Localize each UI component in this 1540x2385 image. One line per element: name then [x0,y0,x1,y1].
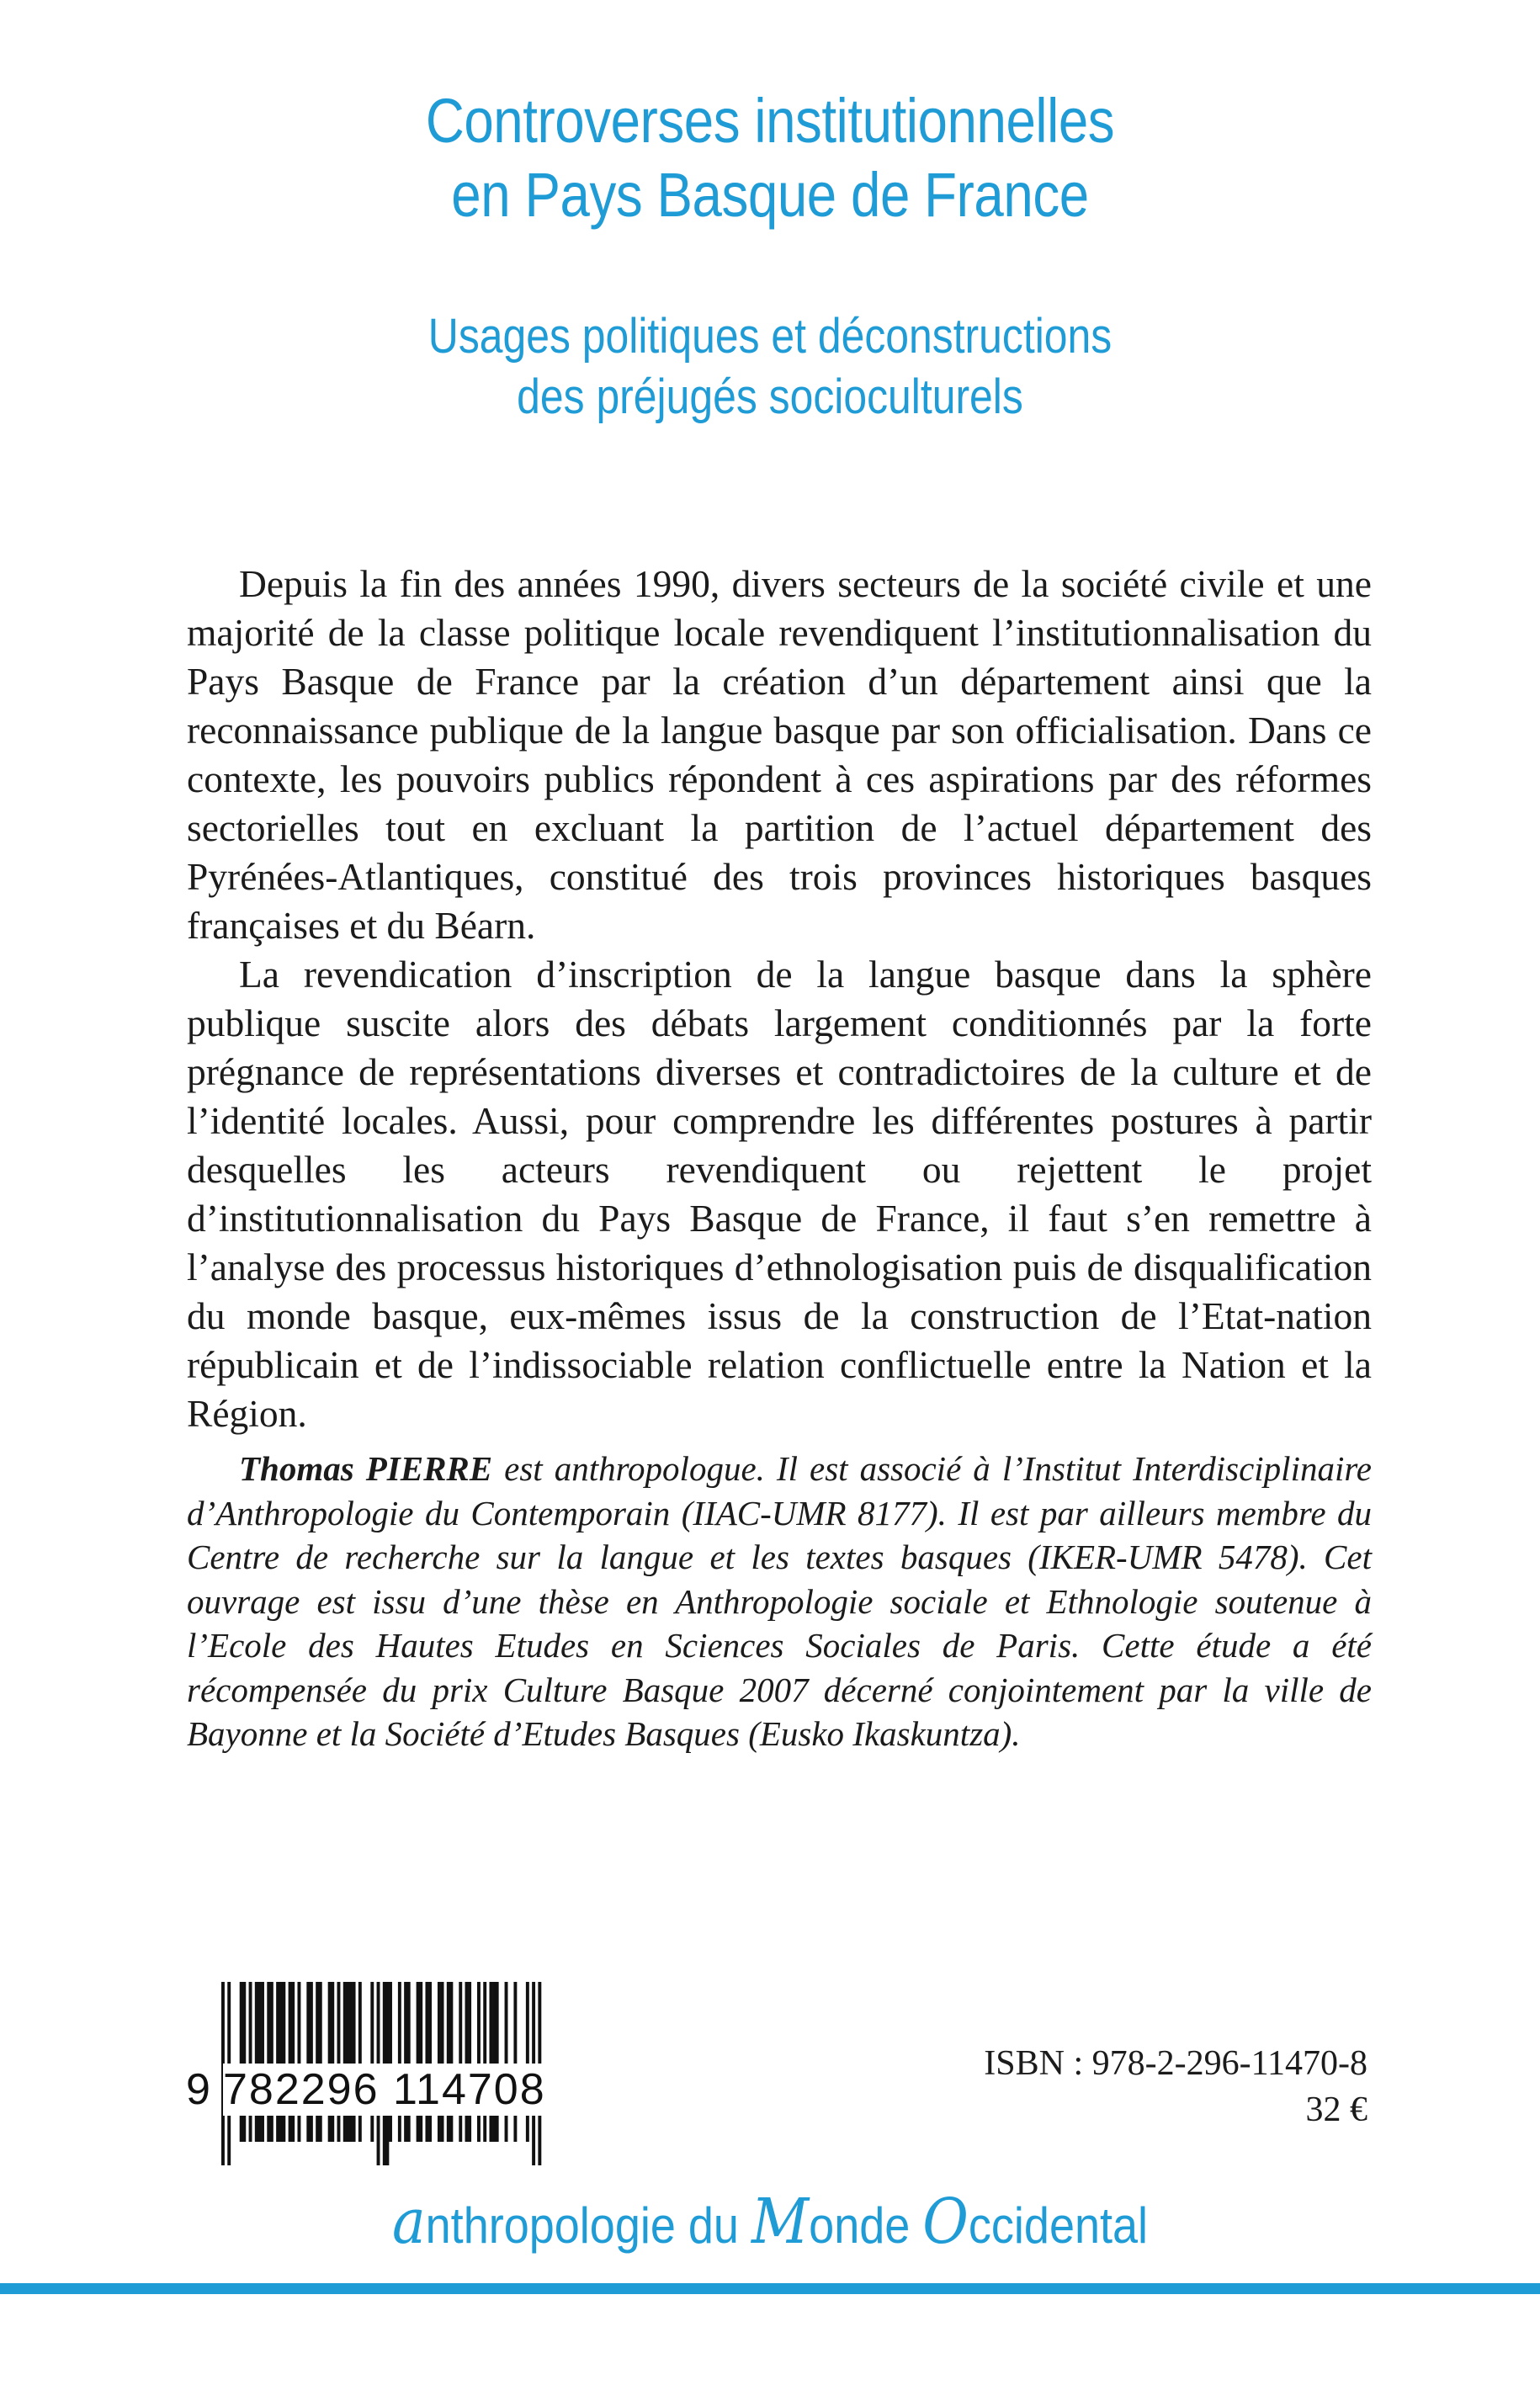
barcode-bar [291,1982,295,2142]
barcode-bar [404,1982,407,2142]
barcode-bar [349,1982,353,2142]
barcode-bar [425,1982,428,2142]
barcode-number: 782296 114708 [223,2065,546,2114]
barcode-bar [270,1982,273,2142]
series-rule [0,2283,1540,2294]
series-name [77,2188,1463,2260]
barcode-bar [483,1982,486,2142]
barcode-bar [337,1982,341,2142]
barcode-bar [240,1982,243,2142]
barcode-bar [258,1982,261,2142]
barcode-bar [370,1982,374,2142]
barcode-bar [447,1982,450,2142]
book-subtitle [108,306,1432,428]
barcode-bar [331,1982,334,2142]
series-word-3: ccidental [968,2197,1149,2254]
barcode-bar [310,1982,313,2142]
barcode-bar [346,1982,349,2142]
barcode-bar [492,1982,496,2142]
barcode-bar [489,1982,492,2142]
barcode-bar [242,1982,246,2142]
blurb-paragraph-1: Depuis la fin des années 1990, divers secteurs de la société civile et une majorité de la classe politique locale revendiquent l’institutionnalisation du Pays Basque de France par la création d’un département ainsi que la reconnaissance publique de la langue basque par son officialisation. Dans ce contexte, les pouvoirs publics répondent à ces aspirations par des réformes sectorielles tout en excluant la partition de l’actuel département des Pyrénées-Atlantiques, constitué des trois provinces historiques basques françaises et du Béarn. [187,562,1372,947]
author-bio-text: est anthropologue. Il est associé à l’Institut Interdisciplinaire d’Anthropologie du Contemporain (IIAC-UMR 8177). Il est par ailleurs membre du Centre de recherche sur la langue et les textes basques (IKER-UMR 5478). Cet ouvrage est issu d’une thèse en Anthropologie sociale et Ethnologie soutenue à l’Ecole des Hautes Etudes en Sciences Sociales de Paris. Cette étude a été récompensée du prix Culture Basque 2007 décerné conjointement par la ville de Bayonne et la Société d’Etudes Basques (Eusko Ikaskuntza). [187,1449,1372,1753]
book-subtitle-line-2: des préjugés socioculturels [517,369,1023,424]
title-block [0,84,1540,428]
author-bio [187,1447,1372,1756]
series-word-2: onde [809,2197,923,2254]
barcode-bar [428,1982,432,2142]
price: 32 € [1305,2090,1367,2129]
book-subtitle-line-1: Usages politiques et déconstructions [427,309,1113,364]
barcode-bar [465,1982,469,2142]
author-name: Thomas PIERRE [239,1449,493,1488]
barcode-bar [316,1982,319,2142]
barcode-bar [276,1982,279,2142]
barcode-bar [261,1982,264,2142]
barcode-bar [398,1982,401,2142]
barcode-bar [343,1982,347,2142]
barcode-bar [358,1982,362,2142]
book-title-line-1: Controverses institutionnelles [425,86,1115,156]
barcode-bar [282,1982,285,2142]
barcode-bar [468,1982,471,2142]
barcode-bar [441,1982,444,2142]
isbn-price-block [984,2041,1367,2133]
series-initial-o: O [922,2186,969,2258]
barcode-bar [496,1982,499,2142]
barcode-bar [297,1982,300,2142]
barcode-bar [417,1982,420,2142]
barcode-bar [279,1982,283,2142]
barcode-bar [267,1982,270,2142]
series-word-1: nthropologie du [425,2197,751,2254]
barcode-bar [319,1982,322,2142]
barcode-digits [188,2064,551,2116]
barcode-bar [505,1982,508,2142]
blurb-paragraph-2: La revendication d’inscription de la langue basque dans la sphère publique suscite alors des débats largement conditionnés par la forte prégnance de représentations diverses et contradictoires de la culture et de l’identité locales. Aussi, pour comprendre les différentes postures à partir desquelles les acteurs revendiquent ou rejettent le projet d’institutionnalisation du Pays Basque de France, il faut s’en remettre à l’analyse des processus historiques d’ethnologisation puis de disqualification du monde basque, eux-mêmes issus de la construction de l’Etat-nation républicain et de l’indissociable relation conflictuelle entre la Nation et la Région. [187,953,1372,1435]
barcode-bar [477,1982,481,2142]
barcode-bar [526,1982,529,2142]
barcode-bar [353,1982,356,2142]
barcode-bar [513,1982,517,2142]
barcode-bar [449,1982,453,2142]
book-title [108,84,1432,232]
author-bio-paragraph [187,1447,1372,1756]
barcode-bar [289,1982,292,2142]
isbn-number: ISBN : 978-2-296-11470-8 [984,2044,1367,2083]
barcode-bar [255,1982,258,2142]
barcode-bar [419,1982,422,2142]
barcode-first-digit: 9 [186,2065,211,2114]
barcode-bar [306,1982,310,2142]
barcode-bar [438,1982,441,2142]
barcode-bar [328,1982,332,2142]
barcode-bar [459,1982,462,2142]
barcode-bar [389,1982,392,2142]
blurb [187,560,1372,1438]
series-initial-a: a [391,2186,426,2258]
barcode-bar [249,1982,252,2142]
book-title-line-2: en Pays Basque de France [451,160,1089,230]
series-initial-m: M [751,2186,810,2258]
barcode-bar [407,1982,411,2142]
